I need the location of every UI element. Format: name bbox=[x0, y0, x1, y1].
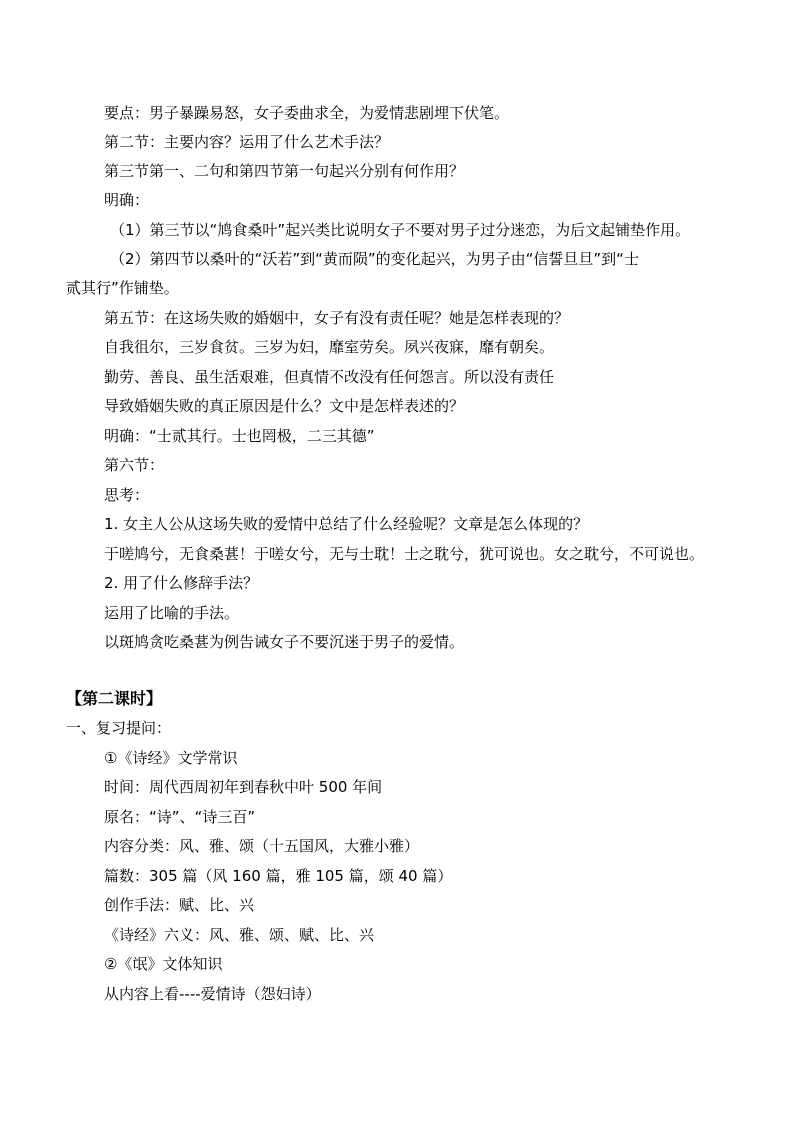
answer-2-line-2: 贰其行”作铺垫。 bbox=[66, 279, 179, 297]
question-section-3-4: 第三节第一、二句和第四节第一句起兴分别有何作用？ bbox=[104, 162, 465, 180]
review-title: 一、复习提问： bbox=[66, 719, 172, 737]
section-6-label: 第六节： bbox=[104, 456, 165, 474]
quote-1: 自我徂尔，三岁食贫。三岁为妇，靡室劳矣。夙兴夜寐，靡有朝矣。 bbox=[104, 338, 555, 356]
question-cause: 导致婚姻失败的真正原因是什么？文中是怎样表述的？ bbox=[104, 397, 465, 415]
think-label: 思考： bbox=[104, 486, 150, 504]
answer-rhetoric: 运用了比喻的手法。 bbox=[104, 604, 240, 622]
time-info: 时间：周代西周初年到春秋中叶 500 年间 bbox=[104, 778, 383, 796]
content-classification: 内容分类：风、雅、颂（十五国风，大雅小雅） bbox=[104, 837, 420, 855]
six-meanings: 《诗经》六义：风、雅、颂、赋、比、兴 bbox=[104, 926, 375, 944]
question-section-5: 第五节：在这场失败的婚姻中，女子有没有责任呢？她是怎样表现的？ bbox=[104, 309, 570, 327]
clarify-label: 明确： bbox=[104, 191, 150, 209]
clarify-2: 明确：“士贰其行。士也罔极，二三其德” bbox=[104, 427, 375, 445]
analysis-1: 勤劳、善良、虽生活艰难，但真情不改没有任何怨言。所以没有责任 bbox=[104, 368, 555, 386]
creation-technique: 创作手法：赋、比、兴 bbox=[104, 896, 255, 914]
answer-example: 以斑鸠贪吃桑葚为例告诫女子不要沉迷于男子的爱情。 bbox=[104, 633, 465, 651]
answer-2-line-1: （2）第四节以桑叶的“沃若”到“黄而陨”的变化起兴，为男子由“信誓旦旦”到“士 bbox=[110, 250, 639, 268]
genre-info: 从内容上看----爱情诗（怨妇诗） bbox=[104, 985, 321, 1003]
lesson-2-heading: 【第二课时】 bbox=[66, 689, 163, 708]
item-2-title: ②《氓》文体知识 bbox=[104, 955, 223, 973]
piece-count: 篇数：305 篇（风 160 篇，雅 105 篇，颂 40 篇） bbox=[104, 867, 453, 885]
key-point: 要点：男子暴躁易怒，女子委曲求全，为爱情悲剧埋下伏笔。 bbox=[104, 104, 510, 122]
answer-1: （1）第三节以“鸠食桑叶”起兴类比说明女子不要对男子过分迷恋，为后文起铺垫作用。 bbox=[110, 221, 691, 239]
think-question-1: 1. 女主人公从这场失败的爱情中总结了什么经验呢？文章是怎么体现的？ bbox=[104, 515, 589, 533]
original-name: 原名：“诗”、“诗三百” bbox=[104, 808, 256, 826]
item-1-title: ①《诗经》文学常识 bbox=[104, 749, 238, 767]
question-section-2: 第二节：主要内容？运用了什么艺术手法？ bbox=[104, 133, 390, 151]
quote-2: 于嗟鸠兮，无食桑葚！于嗟女兮，无与士耽！士之耽兮，犹可说也。女之耽兮，不可说也。 bbox=[104, 545, 705, 563]
think-question-2: 2. 用了什么修辞手法？ bbox=[104, 574, 259, 592]
